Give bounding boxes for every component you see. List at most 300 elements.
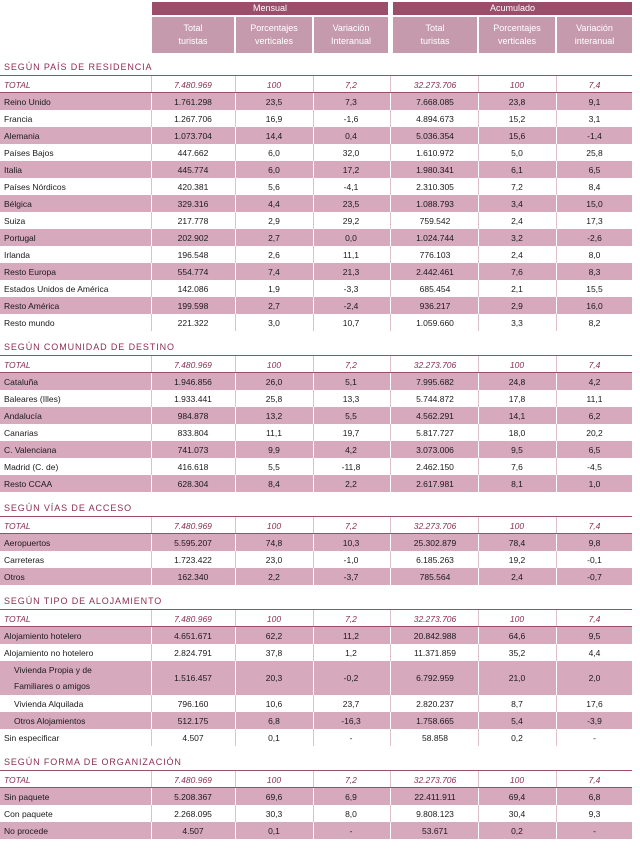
porcentaje-mensual-cell: 6,0 bbox=[268, 147, 280, 158]
porcentaje-acumulado-cell: 100 bbox=[509, 613, 525, 624]
group-header-acumulado: Acumulado bbox=[393, 2, 632, 15]
total-label: TOTAL bbox=[4, 613, 31, 624]
row-label: Alemania bbox=[4, 130, 40, 141]
table-row bbox=[0, 441, 632, 458]
total-row bbox=[0, 76, 632, 93]
row-label: Resto CCAA bbox=[4, 478, 53, 489]
row-label: Bélgica bbox=[4, 198, 32, 209]
variacion-acumulado-cell: 3,1 bbox=[588, 113, 601, 124]
column-header-variacion-acumulado: Variación interanual bbox=[557, 17, 632, 53]
variacion-acumulado-cell: 6,2 bbox=[588, 410, 601, 421]
variacion-mensual-cell: 2,2 bbox=[345, 478, 357, 489]
total-turistas-acumulado-cell: 1.024.744 bbox=[416, 232, 454, 243]
variacion-acumulado-cell: -0,7 bbox=[587, 571, 602, 582]
porcentaje-mensual-cell: 2,7 bbox=[268, 300, 280, 311]
section bbox=[0, 755, 640, 848]
porcentaje-acumulado-cell: 100 bbox=[509, 774, 525, 785]
row-label: Alojamiento hotelero bbox=[4, 630, 82, 641]
porcentaje-acumulado-cell: 64,6 bbox=[508, 630, 526, 641]
total-turistas-mensual-cell: 628.304 bbox=[177, 478, 209, 489]
porcentaje-acumulado-cell: 15,2 bbox=[508, 113, 526, 124]
porcentaje-acumulado-cell: 3,3 bbox=[511, 317, 523, 328]
variacion-mensual-cell: 7,2 bbox=[345, 774, 357, 785]
porcentaje-acumulado-cell: 17,8 bbox=[508, 393, 526, 404]
total-label: TOTAL bbox=[4, 774, 31, 785]
column-divider bbox=[390, 644, 391, 661]
total-turistas-acumulado-cell: 2.442.461 bbox=[416, 266, 454, 277]
column-divider bbox=[390, 178, 391, 195]
row-label: Alojamiento no hotelero bbox=[4, 647, 94, 658]
porcentaje-mensual-cell: 16,9 bbox=[265, 113, 283, 124]
table-row bbox=[0, 661, 632, 695]
porcentaje-mensual-cell: 1,9 bbox=[268, 283, 280, 294]
total-label: TOTAL bbox=[4, 359, 31, 370]
row-label: Irlanda bbox=[4, 249, 30, 260]
total-turistas-mensual-cell: 7.480.969 bbox=[174, 613, 212, 624]
variacion-mensual-cell: 13,3 bbox=[342, 393, 360, 404]
total-turistas-mensual-cell: 445.774 bbox=[177, 164, 209, 175]
total-turistas-acumulado-cell: 2.617.981 bbox=[416, 478, 454, 489]
column-divider bbox=[390, 771, 391, 788]
porcentaje-acumulado-cell: 3,2 bbox=[511, 232, 523, 243]
column-header-porcentajes-acumulado: Porcentajes verticales bbox=[479, 17, 555, 53]
total-turistas-acumulado-cell: 1.980.341 bbox=[416, 164, 454, 175]
row-label: Canarias bbox=[4, 427, 39, 438]
porcentaje-mensual-cell: 26,0 bbox=[265, 376, 283, 387]
total-turistas-mensual-cell: 5.208.367 bbox=[174, 791, 212, 802]
row-label: Carreteras bbox=[4, 554, 45, 565]
table-row bbox=[0, 373, 632, 390]
total-turistas-acumulado-cell: 4.894.673 bbox=[416, 113, 454, 124]
variacion-acumulado-cell: 25,8 bbox=[586, 147, 603, 158]
row-label: No procede bbox=[4, 825, 48, 836]
table-row bbox=[0, 229, 632, 246]
variacion-mensual-cell: 10,3 bbox=[342, 537, 360, 548]
variacion-acumulado-cell: 7,4 bbox=[588, 774, 601, 785]
variacion-mensual-cell: 11,1 bbox=[343, 249, 359, 260]
total-row bbox=[0, 517, 632, 534]
variacion-acumulado-cell: 17,3 bbox=[586, 215, 603, 226]
column-divider bbox=[390, 695, 391, 712]
row-label: Países Nórdicos bbox=[4, 181, 66, 192]
variacion-acumulado-cell: 6,8 bbox=[588, 791, 601, 802]
row-label: Francia bbox=[4, 113, 33, 124]
variacion-acumulado-cell: 8,2 bbox=[588, 317, 601, 328]
porcentaje-mensual-cell: 7,4 bbox=[268, 266, 280, 277]
total-turistas-acumulado-cell: 685.454 bbox=[419, 283, 451, 294]
total-turistas-acumulado-cell: 32.273.706 bbox=[413, 79, 457, 90]
row-label: Países Bajos bbox=[4, 147, 54, 158]
variacion-acumulado-cell: 7,4 bbox=[588, 79, 601, 90]
porcentaje-mensual-cell: 5,6 bbox=[268, 181, 280, 192]
porcentaje-acumulado-cell: 2,4 bbox=[511, 215, 523, 226]
porcentaje-mensual-cell: 100 bbox=[266, 613, 282, 624]
total-turistas-acumulado-cell: 20.842.988 bbox=[413, 630, 457, 641]
row-label: Suiza bbox=[4, 215, 26, 226]
total-turistas-mensual-cell: 329.316 bbox=[177, 198, 209, 209]
total-row bbox=[0, 356, 632, 373]
row-label: Estados Unidos de América bbox=[4, 283, 109, 294]
variacion-acumulado-cell: 1,0 bbox=[588, 478, 601, 489]
variacion-acumulado-cell: 11,1 bbox=[586, 393, 603, 404]
table-row bbox=[0, 644, 632, 661]
variacion-acumulado-cell: 6,5 bbox=[588, 164, 601, 175]
variacion-acumulado-cell: 7,4 bbox=[588, 613, 601, 624]
total-turistas-mensual-cell: 984.878 bbox=[177, 410, 209, 421]
porcentaje-acumulado-cell: 5,0 bbox=[511, 147, 523, 158]
table-row bbox=[0, 390, 632, 407]
row-label: Portugal bbox=[4, 232, 36, 243]
variacion-mensual-cell: - bbox=[349, 825, 353, 836]
porcentaje-acumulado-cell: 0,2 bbox=[511, 732, 523, 743]
table-row bbox=[0, 534, 632, 551]
variacion-acumulado-cell: -4,5 bbox=[587, 461, 602, 472]
porcentaje-mensual-cell: 5,5 bbox=[268, 461, 280, 472]
section-title: SEGÚN VÍAS DE ACCESO bbox=[4, 503, 133, 513]
row-label: Otros Alojamientos bbox=[14, 715, 86, 726]
variacion-mensual-cell: 5,5 bbox=[345, 410, 357, 421]
total-turistas-mensual-cell: 7.480.969 bbox=[174, 79, 212, 90]
porcentaje-mensual-cell: 14,4 bbox=[265, 130, 283, 141]
total-turistas-acumulado-cell: 6.185.263 bbox=[416, 554, 454, 565]
total-turistas-mensual-cell: 1.946.856 bbox=[174, 376, 212, 387]
porcentaje-acumulado-cell: 8,1 bbox=[511, 478, 523, 489]
column-divider bbox=[390, 627, 391, 644]
total-label: TOTAL bbox=[4, 520, 31, 531]
total-turistas-mensual-cell: 142.086 bbox=[177, 283, 209, 294]
variacion-acumulado-cell: 9,8 bbox=[588, 537, 601, 548]
table-row bbox=[0, 161, 632, 178]
total-turistas-mensual-cell: 1.267.706 bbox=[174, 113, 212, 124]
porcentaje-acumulado-cell: 15,6 bbox=[508, 130, 526, 141]
table-row bbox=[0, 144, 632, 161]
porcentaje-acumulado-cell: 100 bbox=[509, 520, 525, 531]
variacion-mensual-cell: -1,6 bbox=[343, 113, 359, 124]
variacion-mensual-cell: 23,5 bbox=[342, 198, 360, 209]
porcentaje-mensual-cell: 20,3 bbox=[265, 673, 283, 683]
variacion-mensual-cell: 11,2 bbox=[343, 630, 359, 641]
variacion-acumulado-cell: -3,9 bbox=[587, 715, 602, 726]
variacion-acumulado-cell: 20,2 bbox=[586, 427, 603, 438]
column-header-total-acumulado: Total turistas bbox=[393, 17, 477, 53]
column-header-porcentajes-mensual: Porcentajes verticales bbox=[236, 17, 312, 53]
porcentaje-mensual-cell: 6,0 bbox=[268, 164, 280, 175]
total-turistas-mensual-cell: 7.480.969 bbox=[174, 520, 212, 531]
total-turistas-mensual-cell: 221.322 bbox=[177, 317, 209, 328]
column-divider bbox=[390, 263, 391, 280]
column-divider bbox=[390, 407, 391, 424]
column-divider bbox=[390, 390, 391, 407]
column-divider bbox=[390, 144, 391, 161]
total-turistas-acumulado-cell: 1.758.665 bbox=[416, 715, 454, 726]
variacion-acumulado-cell: 15,0 bbox=[586, 198, 603, 209]
porcentaje-mensual-cell: 0,1 bbox=[268, 825, 280, 836]
section bbox=[0, 60, 640, 340]
variacion-acumulado-cell: 7,4 bbox=[588, 359, 601, 370]
column-divider bbox=[390, 212, 391, 229]
total-turistas-acumulado-cell: 1.088.793 bbox=[416, 198, 454, 209]
variacion-acumulado-cell: 9,3 bbox=[588, 808, 601, 819]
variacion-mensual-cell: 6,9 bbox=[345, 791, 357, 802]
variacion-mensual-cell: -2,4 bbox=[343, 300, 359, 311]
total-turistas-acumulado-cell: 58.858 bbox=[422, 732, 448, 743]
porcentaje-mensual-cell: 100 bbox=[266, 79, 282, 90]
porcentaje-mensual-cell: 74,8 bbox=[265, 537, 283, 548]
row-label: Italia bbox=[4, 164, 22, 175]
column-divider bbox=[390, 534, 391, 551]
row-label: Vivienda Alquilada bbox=[14, 698, 84, 709]
total-turistas-mensual-cell: 1.073.704 bbox=[174, 130, 212, 141]
row-label: Sin especificar bbox=[4, 732, 60, 743]
table-row bbox=[0, 127, 632, 144]
porcentaje-acumulado-cell: 14,1 bbox=[508, 410, 526, 421]
table-row bbox=[0, 712, 632, 729]
porcentaje-mensual-cell: 9,9 bbox=[268, 444, 280, 455]
variacion-mensual-cell: 21,3 bbox=[342, 266, 360, 277]
section bbox=[0, 501, 640, 594]
total-turistas-acumulado-cell: 5.036.354 bbox=[416, 130, 454, 141]
column-header-variacion-mensual: Variación Interanual bbox=[314, 17, 388, 53]
porcentaje-acumulado-cell: 18,0 bbox=[508, 427, 526, 438]
total-turistas-acumulado-cell: 9.808.123 bbox=[416, 808, 454, 819]
total-turistas-acumulado-cell: 7.668.085 bbox=[416, 96, 454, 107]
column-divider bbox=[390, 93, 391, 110]
variacion-mensual-cell: 1,2 bbox=[345, 647, 357, 658]
total-turistas-acumulado-cell: 5.817.727 bbox=[416, 427, 454, 438]
column-divider bbox=[390, 195, 391, 212]
table-row bbox=[0, 424, 632, 441]
column-divider bbox=[390, 551, 391, 568]
total-row bbox=[0, 771, 632, 788]
porcentaje-mensual-cell: 13,2 bbox=[265, 410, 283, 421]
row-label: Aeropuertos bbox=[4, 537, 51, 548]
porcentaje-acumulado-cell: 2,9 bbox=[511, 300, 523, 311]
porcentaje-acumulado-cell: 0,2 bbox=[511, 825, 523, 836]
table-row bbox=[0, 551, 632, 568]
porcentaje-mensual-cell: 100 bbox=[266, 359, 282, 370]
total-turistas-acumulado-cell: 3.073.006 bbox=[416, 444, 454, 455]
column-divider bbox=[390, 424, 391, 441]
table-row bbox=[0, 695, 632, 712]
porcentaje-mensual-cell: 10,6 bbox=[265, 698, 283, 709]
total-turistas-acumulado-cell: 53.671 bbox=[422, 825, 448, 836]
total-turistas-mensual-cell: 416.618 bbox=[177, 461, 209, 472]
total-turistas-acumulado-cell: 6.792.959 bbox=[416, 673, 454, 683]
variacion-acumulado-cell: 17,6 bbox=[586, 698, 603, 709]
variacion-mensual-cell: 7,3 bbox=[345, 96, 357, 107]
column-divider bbox=[390, 729, 391, 746]
table-row bbox=[0, 195, 632, 212]
column-divider bbox=[390, 314, 391, 331]
row-label: Resto Europa bbox=[4, 266, 56, 277]
total-turistas-mensual-cell: 196.548 bbox=[177, 249, 209, 260]
porcentaje-acumulado-cell: 21,0 bbox=[508, 673, 526, 683]
total-turistas-mensual-cell: 554.774 bbox=[177, 266, 209, 277]
variacion-acumulado-cell: 8,3 bbox=[588, 266, 601, 277]
variacion-acumulado-cell: - bbox=[593, 732, 596, 743]
variacion-mensual-cell: -16,3 bbox=[341, 715, 361, 726]
variacion-mensual-cell: 0,4 bbox=[345, 130, 357, 141]
column-divider bbox=[390, 441, 391, 458]
variacion-acumulado-cell: 2,0 bbox=[588, 673, 601, 683]
column-divider bbox=[390, 805, 391, 822]
variacion-mensual-cell: 17,2 bbox=[342, 164, 360, 175]
total-turistas-mensual-cell: 202.902 bbox=[177, 232, 209, 243]
porcentaje-acumulado-cell: 9,5 bbox=[511, 444, 523, 455]
table-row bbox=[0, 178, 632, 195]
total-turistas-acumulado-cell: 2.462.150 bbox=[416, 461, 454, 472]
porcentaje-mensual-cell: 2,6 bbox=[268, 249, 280, 260]
variacion-mensual-cell: -3,7 bbox=[343, 571, 359, 582]
variacion-mensual-cell: 8,0 bbox=[345, 808, 357, 819]
table-row bbox=[0, 280, 632, 297]
variacion-acumulado-cell: -2,6 bbox=[587, 232, 602, 243]
column-divider bbox=[390, 280, 391, 297]
total-turistas-mensual-cell: 1.761.298 bbox=[174, 96, 212, 107]
row-label: Cataluña bbox=[4, 376, 39, 387]
table-row bbox=[0, 263, 632, 280]
column-divider bbox=[390, 297, 391, 314]
column-header-total-mensual: Total turistas bbox=[152, 17, 234, 53]
row-label: Resto América bbox=[4, 300, 60, 311]
table-row bbox=[0, 93, 632, 110]
porcentaje-acumulado-cell: 3,4 bbox=[511, 198, 523, 209]
porcentaje-acumulado-cell: 7,6 bbox=[511, 461, 523, 472]
variacion-acumulado-cell: - bbox=[593, 825, 596, 836]
porcentaje-acumulado-cell: 24,8 bbox=[508, 376, 526, 387]
variacion-mensual-cell: 0,0 bbox=[345, 232, 357, 243]
column-divider bbox=[390, 610, 391, 627]
porcentaje-acumulado-cell: 2,4 bbox=[511, 249, 523, 260]
row-label: Vivienda Propia y de Familiares o amigos bbox=[14, 665, 92, 691]
column-divider bbox=[390, 475, 391, 492]
row-label: Reino Unido bbox=[4, 96, 51, 107]
total-turistas-acumulado-cell: 32.273.706 bbox=[413, 613, 457, 624]
variacion-mensual-cell: -3,3 bbox=[343, 283, 359, 294]
total-turistas-mensual-cell: 1.516.457 bbox=[174, 673, 212, 683]
column-divider bbox=[390, 373, 391, 390]
total-turistas-acumulado-cell: 1.610.972 bbox=[416, 147, 454, 158]
total-label: TOTAL bbox=[4, 79, 31, 90]
section-title: SEGÚN PAÍS DE RESIDENCIA bbox=[4, 62, 153, 72]
porcentaje-mensual-cell: 0,1 bbox=[268, 732, 280, 743]
porcentaje-acumulado-cell: 2,4 bbox=[511, 571, 523, 582]
porcentaje-mensual-cell: 2,7 bbox=[268, 232, 280, 243]
total-turistas-acumulado-cell: 785.564 bbox=[419, 571, 451, 582]
variacion-mensual-cell: 19,7 bbox=[342, 427, 360, 438]
total-turistas-mensual-cell: 4.507 bbox=[182, 825, 204, 836]
variacion-mensual-cell: 23,7 bbox=[342, 698, 360, 709]
porcentaje-acumulado-cell: 7,6 bbox=[511, 266, 523, 277]
column-divider bbox=[390, 161, 391, 178]
table-row bbox=[0, 568, 632, 585]
porcentaje-mensual-cell: 8,4 bbox=[268, 478, 280, 489]
total-turistas-mensual-cell: 7.480.969 bbox=[174, 359, 212, 370]
porcentaje-acumulado-cell: 8,7 bbox=[511, 698, 523, 709]
porcentaje-mensual-cell: 30,3 bbox=[265, 808, 283, 819]
table-row bbox=[0, 805, 632, 822]
column-divider bbox=[390, 76, 391, 93]
porcentaje-acumulado-cell: 6,1 bbox=[511, 164, 523, 175]
total-turistas-acumulado-cell: 759.542 bbox=[419, 215, 451, 226]
variacion-mensual-cell: -0,2 bbox=[343, 673, 359, 683]
row-label: Sin paquete bbox=[4, 791, 50, 802]
total-turistas-acumulado-cell: 1.059.660 bbox=[416, 317, 454, 328]
row-label: C. Valenciana bbox=[4, 444, 57, 455]
column-divider bbox=[390, 110, 391, 127]
variacion-mensual-cell: 7,2 bbox=[345, 359, 357, 370]
variacion-mensual-cell: 32,0 bbox=[342, 147, 360, 158]
column-divider bbox=[390, 229, 391, 246]
variacion-acumulado-cell: 7,4 bbox=[588, 520, 601, 531]
variacion-mensual-cell: -11,8 bbox=[341, 461, 361, 472]
variacion-mensual-cell: 7,2 bbox=[345, 613, 357, 624]
variacion-mensual-cell: 7,2 bbox=[345, 79, 357, 90]
porcentaje-mensual-cell: 69,6 bbox=[265, 791, 283, 802]
total-turistas-mensual-cell: 7.480.969 bbox=[174, 774, 212, 785]
porcentaje-mensual-cell: 2,2 bbox=[268, 571, 280, 582]
porcentaje-mensual-cell: 25,8 bbox=[265, 393, 283, 404]
variacion-mensual-cell: 5,1 bbox=[345, 376, 357, 387]
row-label: Con paquete bbox=[4, 808, 53, 819]
column-divider bbox=[390, 661, 391, 695]
total-turistas-mensual-cell: 217.778 bbox=[177, 215, 209, 226]
total-turistas-acumulado-cell: 2.820.237 bbox=[416, 698, 454, 709]
variacion-acumulado-cell: 8,0 bbox=[588, 249, 601, 260]
table-header bbox=[0, 0, 640, 60]
porcentaje-acumulado-cell: 23,8 bbox=[508, 96, 526, 107]
porcentaje-mensual-cell: 100 bbox=[266, 520, 282, 531]
variacion-acumulado-cell: 4,2 bbox=[588, 376, 601, 387]
total-turistas-acumulado-cell: 32.273.706 bbox=[413, 520, 457, 531]
variacion-mensual-cell: 7,2 bbox=[345, 520, 357, 531]
column-divider bbox=[390, 127, 391, 144]
porcentaje-acumulado-cell: 7,2 bbox=[511, 181, 523, 192]
porcentaje-acumulado-cell: 69,4 bbox=[508, 791, 526, 802]
table-row bbox=[0, 314, 632, 331]
variacion-acumulado-cell: -1,4 bbox=[587, 130, 602, 141]
table-row bbox=[0, 788, 632, 805]
porcentaje-mensual-cell: 62,2 bbox=[265, 630, 283, 641]
section-title: SEGÚN TIPO DE ALOJAMIENTO bbox=[4, 596, 163, 606]
porcentaje-mensual-cell: 100 bbox=[266, 774, 282, 785]
row-label: Madrid (C. de) bbox=[4, 461, 59, 472]
variacion-acumulado-cell: 4,4 bbox=[588, 647, 601, 658]
total-turistas-mensual-cell: 447.662 bbox=[177, 147, 209, 158]
total-turistas-mensual-cell: 741.073 bbox=[177, 444, 209, 455]
section bbox=[0, 594, 640, 755]
row-label: Resto mundo bbox=[4, 317, 55, 328]
column-divider bbox=[390, 458, 391, 475]
column-divider bbox=[390, 712, 391, 729]
section-title: SEGÚN COMUNIDAD DE DESTINO bbox=[4, 342, 175, 352]
total-turistas-acumulado-cell: 4.562.291 bbox=[416, 410, 454, 421]
porcentaje-acumulado-cell: 2,1 bbox=[511, 283, 523, 294]
table-row bbox=[0, 407, 632, 424]
porcentaje-mensual-cell: 2,9 bbox=[268, 215, 280, 226]
table-row bbox=[0, 246, 632, 263]
total-turistas-acumulado-cell: 5.744.872 bbox=[416, 393, 454, 404]
column-divider bbox=[390, 788, 391, 805]
variacion-acumulado-cell: 6,5 bbox=[588, 444, 601, 455]
total-turistas-mensual-cell: 162.340 bbox=[177, 571, 209, 582]
table-row bbox=[0, 458, 632, 475]
variacion-mensual-cell: - bbox=[349, 732, 353, 743]
total-turistas-acumulado-cell: 936.217 bbox=[419, 300, 451, 311]
group-header-mensual: Mensual bbox=[152, 2, 388, 15]
table-row bbox=[0, 627, 632, 644]
total-turistas-mensual-cell: 796.160 bbox=[177, 698, 209, 709]
